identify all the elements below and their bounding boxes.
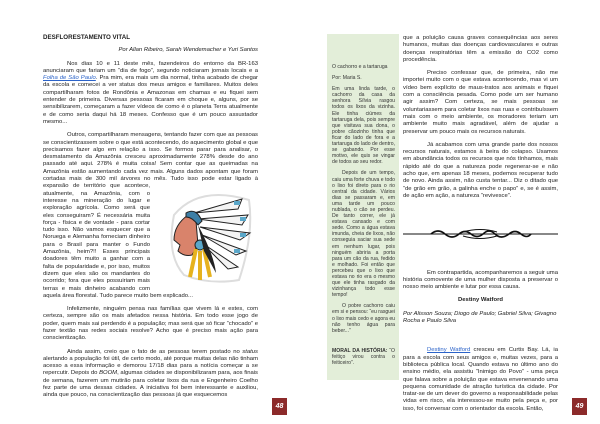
- text: Nos dias 10 e 11 deste mês, fazendeiros do entorno da BR-163 anunciaram que fariam um “dia de fogo”, segundo noticiaram jornais locais e a: [43, 60, 258, 74]
- text: cresceu em Curtis Bay. Lá, ia para a escola com seus amigos e, muitas vezes, para a biblioteca pública local. Quando estava no último ano do ensino médio, ela assistiu “Inimigo do Povo” - uma peça que falava sobre a poluição que estava envenenando uma pequena comunidade de atração turística da cidade. Por tratar-se de um dever do governo a responsabilidade pelas vidas em risco, ela interessou-se muito pela peça e, por isso, foi conversar com o orientador da escola. Então,: [403, 347, 558, 412]
- paragraph: Infelizmente, ninguém pensa nas famílias que vivem lá e estes, com certeza, sempre são os mais afetados nessa história. Em todo esse jogo de poder, quem mais sai perdendo é a população; mas será que só ficar “chocado” e fazer textão nas redes sociais resolve? Acho que é preciso mais ação para conscientização.: [43, 306, 258, 342]
- sidebar-story-box: [327, 34, 399, 380]
- article-column: [403, 35, 558, 419]
- ornamental-divider: [403, 228, 558, 240]
- article-byline: Por Allan Ribeiro, Sarah Wendemacher e Yuri Santos: [118, 47, 258, 54]
- story-title: O cachorro e a tartaruga: [332, 64, 388, 70]
- text: expansão de território que acontece, atualmente, na Amazônia, com o interesse na mineração do lugar e exploração agrícola. Como será que eles conseguiram? É necessária muita força - física e de vontade - para cortar tudo isso. Não vamos esquecer que a Noruega e Alemanha forneciam dinheiro para o Brasil para manter o Fundo Amazônia, heim?!! Esses principais doadores têm muito a ganhar com a falta de popularidade e, por isso, muitos dizem que eles são os mandantes do ocorrido; fora que eles possuiriam mais terras e mais dinheiro acabando com aquela área florestal. Tudo parece muito bem explicado...: [43, 183, 193, 299]
- right-page: [300, 0, 600, 424]
- paragraph: [43, 132, 258, 300]
- text: , algumas cidades se disponibilizaram para, aos finais de semana, fazerem um mutirão para coletar lixos da rua e Engenheiro Coelho fez parte de uma dessas cidades. A iniciativa foi bem interessante e auxiliou, ainda que pouco, na conscientização das pessoas já que esquecemos: [43, 370, 258, 399]
- paragraph: [43, 61, 258, 127]
- text: alertando a população foi útil, de certo modo, até porque muitas delas não tinham acesso a essa informação e demorou 17/18 dias para a notícia começar a se repercutir. Depois do: [43, 355, 258, 377]
- story-paragraph: Depois de um tempo, caiu uma forte chuva e todo o lixo foi direto para o rio central da cidade. Vários dias se passaram e, em uma tarde um pouco nublada, o cão se perdeu. De tanto correr, ele já estava cansado e com sede. Como a água estava imunda, cheia de lixos, não conseguia saciar sua sede em nenhum lugar, pois ninguém abriria a porta para um cão da rua, fedido e molhado. Foi então que percebeu que o lixo que estava no rio era o mesmo que ele tinha rasgado da vizinhança todo esse tempo!: [332, 170, 395, 299]
- article-byline: Por Alisson Souza; Diogo de Paulo; Gabriel Silva; Givagno Rocha e Paulo Silva: [403, 310, 557, 325]
- text: status: [242, 348, 258, 355]
- moral-text: “O feitiço virou contra o feiticeiro”.: [332, 347, 395, 367]
- page-number-49: 49: [572, 398, 587, 415]
- text: . Pra mim, era mais um dia normal, tinha acabado de chegar da escola e comecei a ver status dos meus amigos e familiares. Muitos deles compartilharam fotos de Rondônia e Amazonas em chamas e eu fiquei sem entender de primeira. Diversas pessoas ficaram em choque e, alguns, por se sensibilizarem, começaram a fazer vídeos de como é o planeta Terra atualmente e de como seria daqui há 18 meses. Confesso que é um pouco assustador mesmo...: [43, 75, 258, 125]
- text: Ainda assim, creio que o fato de as pessoas terem postado no: [67, 348, 243, 355]
- article-title: DESFLORESTAMENTO VITAL: [43, 34, 130, 41]
- article-column: [43, 34, 258, 406]
- paragraph: que a poluição causa graves consequências aos seres humanos, muitas das doenças cardiovasculares e outras doenças respiratórias têm a emissão do CO2 como procedência.: [403, 35, 558, 63]
- paragraph: [43, 349, 258, 400]
- paragraph: [403, 347, 558, 413]
- article-title: Destiny Watford: [458, 297, 503, 304]
- paragraph: Em contrapartida, acompanharemos a seguir uma história comovente de uma mulher disposta a preservar o nosso meio ambiente e lutar por essa causa.: [403, 269, 558, 291]
- page-number-48: 48: [272, 398, 287, 415]
- destiny-watford-link[interactable]: Destiny Watford: [427, 347, 471, 354]
- headdress-illustration: [154, 185, 258, 287]
- paragraph: Preciso confessar que, de primeira, não me importei muito com o que estava acontecendo, mas vi um vídeo bem explícito de maus-tratos aos animais e fiquei com a consciência pesada. Como pode um ser humano agir assim? Com certeza, se mais pessoas se voluntariassem para coletar lixos nas ruas e contribuíssem mais com o meio ambiente, os moradores teriam um ambiente muito mais agradável, além de ajudar a preservar um pouco mais os recursos naturais.: [403, 70, 558, 135]
- text: Outros, compartilharam mensagens, tentando fazer com que as pessoas se conscientizassem sobre o que está acontecendo, do aquecimento global e que precisamos fazer algo em relação a isso. Se formos parar para analisar, o desmatamento da Amazônia cresceu aproximadamente 278% desde do ano passado até aqui. 278% é muita coisa! Sem contar que as queimadas na Amazônia estão aumentando cada vez mais. Alguns dados apontam que foram cortadas mais de 300 mil árvores no mês. Tudo isso pode estar ligado à: [43, 132, 258, 183]
- paragraph: Já acabamos com uma grande parte dos nossos recursos naturais, estamos à beira do colapso. Usamos em abundância todos os recursos que nós tínhamos, mais rápido até do que a natureza pode regenerar-se e não acho que, em apenas 18 meses, podemos recuperar tudo de novo. Ainda assim, não custa tentar... Diz o ditado que “de grão em grão, a galinha enche o papo” e, se é assim, de ação em ação, a natureza “revivesce”.: [403, 141, 558, 199]
- story-paragraph: Em uma linda tarde, o cachorro da casa da senhora Sílvia rasgou todos os lixos da vizinha. Ele tinha ciúmes da tartaruga dela, pois sempre que visitava sua dona, o pobre cãozinho tinha que ficar do lado de fora e a tartaruga do lado de dentro, se gabando. Por esse motivo, ele quis se vingar de todos ao seu redor.: [332, 86, 395, 166]
- story-moral: [332, 348, 395, 366]
- story-author: Por: Maria S.: [332, 75, 362, 82]
- story-paragraph: O pobre cachorro caiu em si e pensou: “eu rasguei o lixo mais cedo e agora eu não tenho água para beber...”: [332, 303, 395, 334]
- moral-label: MORAL DA HISTÓRIA:: [332, 347, 388, 354]
- text: BOOM: [99, 370, 118, 377]
- folha-link[interactable]: Folha de São Paulo: [43, 75, 96, 82]
